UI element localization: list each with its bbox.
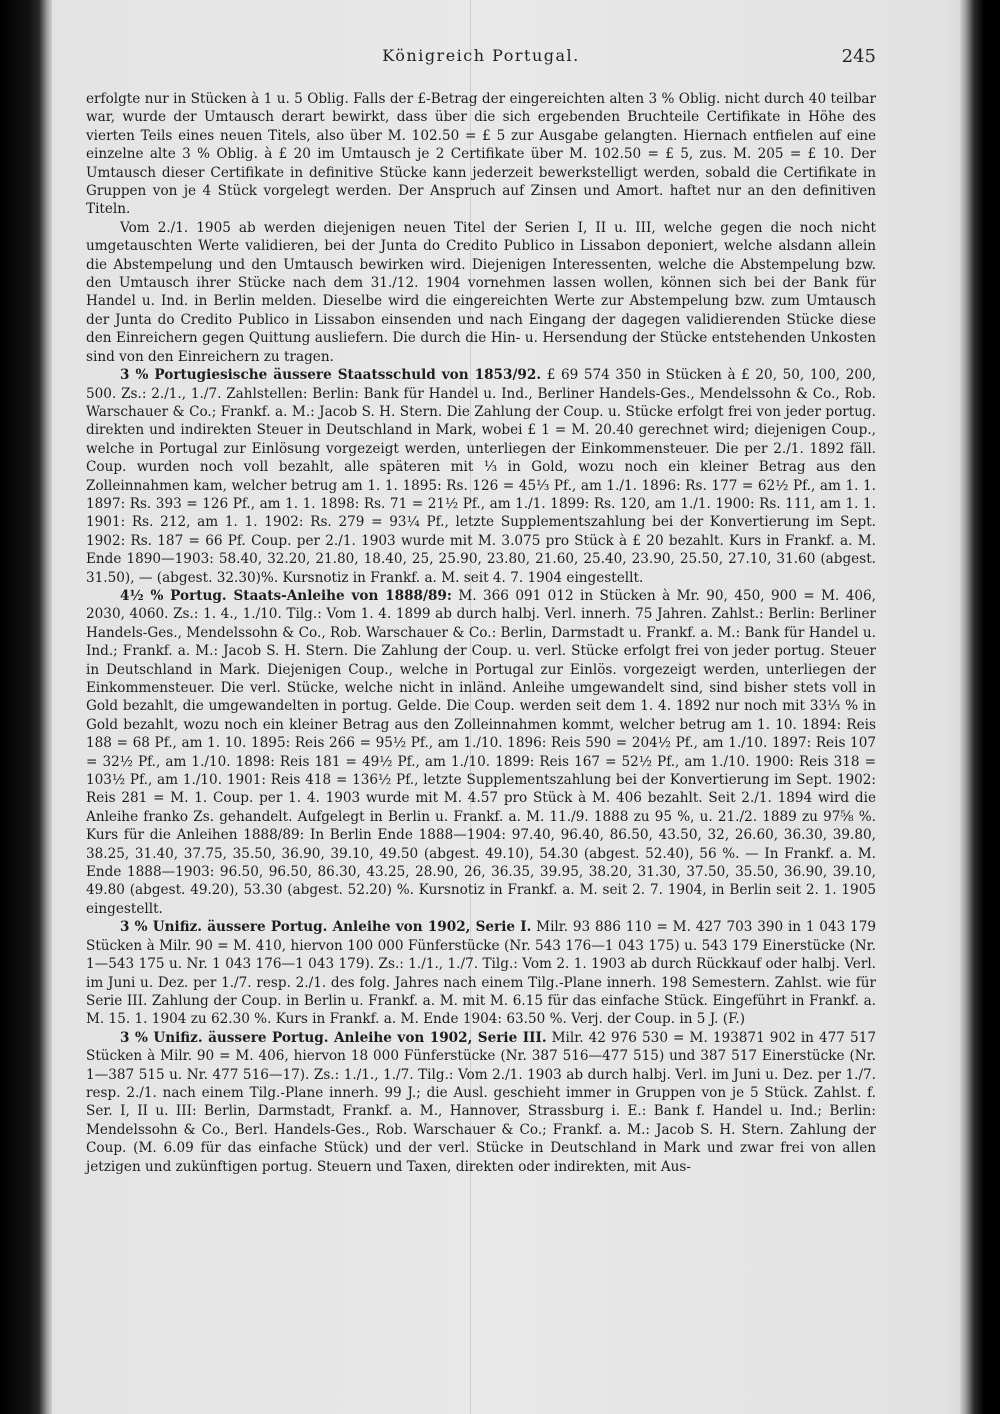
page-number: 245 [841, 46, 876, 67]
paragraph-text: Vom 2./1. 1905 ab werden diejenigen neuen Titel der Serien I, II u. III, welche gegen die noch nicht umgetauschten Werte validieren, bei der Junta do Credito Publico in Lissabon deponiert, welche alsdann allein die Abstempelung und den Umtausch bewirken wird. Diejenigen Interessenten, welche die Abstempelung bzw. den Umtausch ihrer Stücke nach dem 31./12. 1904 vornehmen lassen wollen, können sich bei der Bank für Handel u. Ind. in Berlin melden. Dieselbe wird die eingereichten Werte zur Abstempelung bzw. zum Umtausch der Junta do Credito Publico in Lissabon einsenden und nach Eingang der dagegen validierenden Stücke diese den Einreichern gegen Quittung ausliefern. Die durch die Hin- u. Hersendung der Stücke entstehenden Unkosten sind von den Einreichern zu tragen. [86, 219, 876, 365]
paragraph-text: Milr. 93 886 110 = M. 427 703 390 in 1 043 179 Stücken à Milr. 90 = M. 410, hiervon 100 000 Fünferstücke (Nr. 543 176—1 043 175) u. 543 179 Einerstücke (Nr. 1—543 175 u. Nr. 1 043 176—1 043 179). Zs.: 1./1., 1./7. Tilg.: Vom 2. 1. 1903 ab durch Rückkauf oder halbj. Verl. im Juni u. Dez. per 1./7. resp. 2./1. des folg. Jahres nach einem Tilg.-Plane innerh. 198 Semestern. Zahlst. wie für Serie III. Zahlung der Coup. in Berlin u. Frankf. a. M. mit M. 6.15 für das einfache Stück. Eingeführt in Frankf. a. M. 15. 1. 1904 zu 62.30 %. Kurs in Frankf. a. M. Ende 1904: 63.50 %. Verj. der Coup. in 5 J. (F.) [86, 919, 876, 1028]
paragraph-text: £ 69 574 350 in Stücken à £ 20, 50, 100, 200, 500. Zs.: 2./1., 1./7. Zahlstellen: Berlin: Bank für Handel u. Ind., Berliner Handels-Ges., Mendelssohn & Co., Rob. Warschauer & Co.; Frankf. a. M.: Jacob S. H. Stern. Die Zahlung der Coup. u. Stücke erfolgt frei von jeder portug. direkten und indirekten Steuer in Deutschland in Mark, wobei £ 1 = M. 20.40 gerechnet wird; diejenigen Coup., welche in Portugal zur Einlösung vorgezeigt werden, unterliegen der Einkommensteuer. Die per 2./1. 1892 fäll. Coup. wurden noch voll bezahlt, alle späteren mit ⅓ in Gold, wozu noch ein kleiner Betrag aus den Zolleinnahmen kam, welcher betrug am 1. 1. 1895: Rs. 126 = 45⅓ Pf., am 1./1. 1896: Rs. 177 = 62½ Pf., am 1. 1. 1897: Rs. 393 = 126 Pf., am 1. 1. 1898: Rs. 71 = 21½ Pf., am 1./1. 1899: Rs. 120, am 1./1. 1900: Rs. 111, am 1. 1. 1901: Rs. 212, am 1. 1. 1902: Rs. 279 = 93¼ Pf., letzte Supplementszahlung bei der Konvertierung im Sept. 1902: Rs. 187 = 66 Pf. Coup. per 2./1. 1903 wurde mit M. 3.075 pro Stück à £ 20 bezahlt. Kurs in Frankf. a. M. Ende 1890—1903: 58.40, 32.20, 21.80, 18.40, 25, 25.90, 23.80, 21.60, 25.40, 23.90, 25.50, 27.10, 31.60 (abgest. 31.50), — (abgest. 32.30)%. Kursnotiz in Frankf. a. M. seit 4. 7. 1904 eingestellt. [86, 367, 876, 586]
page-header [86, 46, 876, 76]
loan-heading: 3 % Unifiz. äussere Portug. Anleihe von 1902, Serie III. [120, 1029, 547, 1046]
right-binding-shadow [960, 0, 1000, 1414]
paragraph-text: M. 366 091 012 in Stücken à Mr. 90, 450, 900 = M. 406, 2030, 4060. Zs.: 1. 4., 1./10. Tilg.: Vom 1. 4. 1899 ab durch halbj. Verl. innerh. 75 Jahren. Zahlst.: Berlin: Berliner Handels-Ges., Mendelssohn & Co., Rob. Warschauer & Co.: Berlin, Darmstadt u. Frankf. a. M.: Bank für Handel u. Ind.; Frankf. a. M.: Jacob S. H. Stern. Die Zahlung der Coup. u. verl. Stücke erfolgt frei von jeder portug. Steuer in Deutschland in Mark. Diejenigen Coup., welche in Portugal zur Einlös. vorgezeigt werden, unterliegen der Einkommensteuer. Die verl. Stücke, welche nicht in inländ. Anleihe umgewandelt sind, sind bisher stets voll in Gold bezahlt, die umgewandelten in portug. Gelde. Die Coup. werden seit dem 1. 4. 1892 nur noch mit 33⅓ % in Gold bezahlt, wozu noch ein kleiner Betrag aus den Zolleinnahmen kommt, welcher betrug am 1. 10. 1894: Reis 188 = 68 Pf., am 1. 10. 1895: Reis 266 = 95½ Pf., am 1./10. 1896: Reis 590 = 204½ Pf., am 1./10. 1897: Reis 107 = 32½ Pf., am 1./10. 1898: Reis 181 = 49½ Pf., am 1./10. 1899: Reis 167 = 52½ Pf., am 1./10. 1900: Reis 318 = 103½ Pf., am 1./10. 1901: Reis 418 = 136½ Pf., letzte Supplementszahlung bei der Konvertierung im Sept. 1902: Reis 281 = M. 1. Coup. per 1. 4. 1903 wurde mit M. 4.57 pro Stück à M. 406 bezahlt. Seit 2./1. 1894 wird die Anleihe franko Zs. gehandelt. Aufgelegt in Berlin u. Frankf. a. M. 11./9. 1888 zu 95 %, u. 21./2. 1889 zu 97⅝ %. Kurs für die Anleihen 1888/89: In Berlin Ende 1888—1904: 97.40, 96.40, 86.50, 43.50, 32, 26.60, 36.30, 39.80, 38.25, 31.40, 37.75, 35.50, 36.90, 39.10, 49.50 (abgest. 49.10), 54.30 (abgest. 52.40), 56 %. — In Frankf. a. M. Ende 1888—1903: 96.50, 96.50, 86.30, 43.25, 28.90, 26, 36.35, 39.95, 38.20, 31.30, 37.50, 35.50, 36.90, 39.10, 49.80 (abgest. 49.20), 53.30 (abgest. 52.20) %. Kursnotiz in Frankf. a. M. seit 2. 7. 1904, in Berlin seit 2. 1. 1905 eingestellt. [86, 587, 876, 917]
paragraph-staatsanleihe-1888 [86, 587, 876, 918]
paragraph-umtausch [86, 90, 876, 219]
paragraph-serie-3 [86, 1029, 876, 1176]
loan-heading: 4½ % Portug. Staats-Anleihe von 1888/89: [120, 587, 452, 604]
paragraph-text: erfolgte nur in Stücken à 1 u. 5 Oblig. Falls der £-Betrag der eingereichten alten 3 % Oblig. nicht durch 40 teilbar war, wurde der Umtausch derart bewirkt, dass über die sich ergebenden Bruchteile Certifikate in Höhe des vierten Teils eines neuen Titels, also über M. 102.50 = £ 5 zur Ausgabe gelangten. Hiernach entfielen auf eine einzelne alte 3 % Oblig. à £ 20 im Umtausch je 2 Certifikate über M. 102.50 = £ 5, zus. M. 205 = £ 10. Der Umtausch dieser Certifikate in definitive Stücke kann jederzeit bewerkstelligt werden, sobald die Certifikate in Gruppen von je 4 Stück vorgelegt werden. Der Anspruch auf Zinsen und Amort. haftet nur an den definitiven Titeln. [86, 91, 876, 218]
paragraph-staatsschuld-1853 [86, 366, 876, 587]
paragraph-abstempelung [86, 219, 876, 366]
loan-heading: 3 % Unifiz. äussere Portug. Anleihe von 1902, Serie I. [120, 919, 532, 936]
left-binding-shadow [0, 0, 52, 1414]
paragraph-text: Milr. 42 976 530 = M. 193871 902 in 477 517 Stücken à Milr. 90 = M. 406, hiervon 18 000 Fünferstücke (Nr. 387 516—477 515) und 387 517 Einerstücke (Nr. 1—387 515 u. Nr. 477 516—17). Zs.: 1./1., 1./7. Tilg.: Vom 2./1. 1903 ab durch halbj. Verl. im Juni u. Dez. per 1./7. resp. 2./1. nach einem Tilg.-Plane innerh. 99 J.; die Ausl. geschieht immer in Gruppen von je 5 Stück. Zahlst. f. Ser. I, II u. III: Berlin, Darmstadt, Frankf. a. M., Hannover, Strassburg i. E.: Bank f. Handel u. Ind.; Berlin: Mendelssohn & Co., Berl. Handels-Ges., Rob. Warschauer & Co.; Frankf. a. M.: Jacob S. H. Stern. Zahlung der Coup. (M. 6.09 für das einfache Stück) und der verl. Stücke in Deutschland in Mark und zwar frei von allen jetzigen und zukünftigen portug. Steuern und Taxen, direkten oder indirekten, mit Aus- [86, 1029, 876, 1175]
paragraph-serie-1 [86, 918, 876, 1028]
body-text [86, 90, 876, 1176]
running-title: Königreich Portugal. [382, 46, 580, 65]
loan-heading: 3 % Portugiesische äussere Staatsschuld von 1853/92. [120, 367, 542, 384]
